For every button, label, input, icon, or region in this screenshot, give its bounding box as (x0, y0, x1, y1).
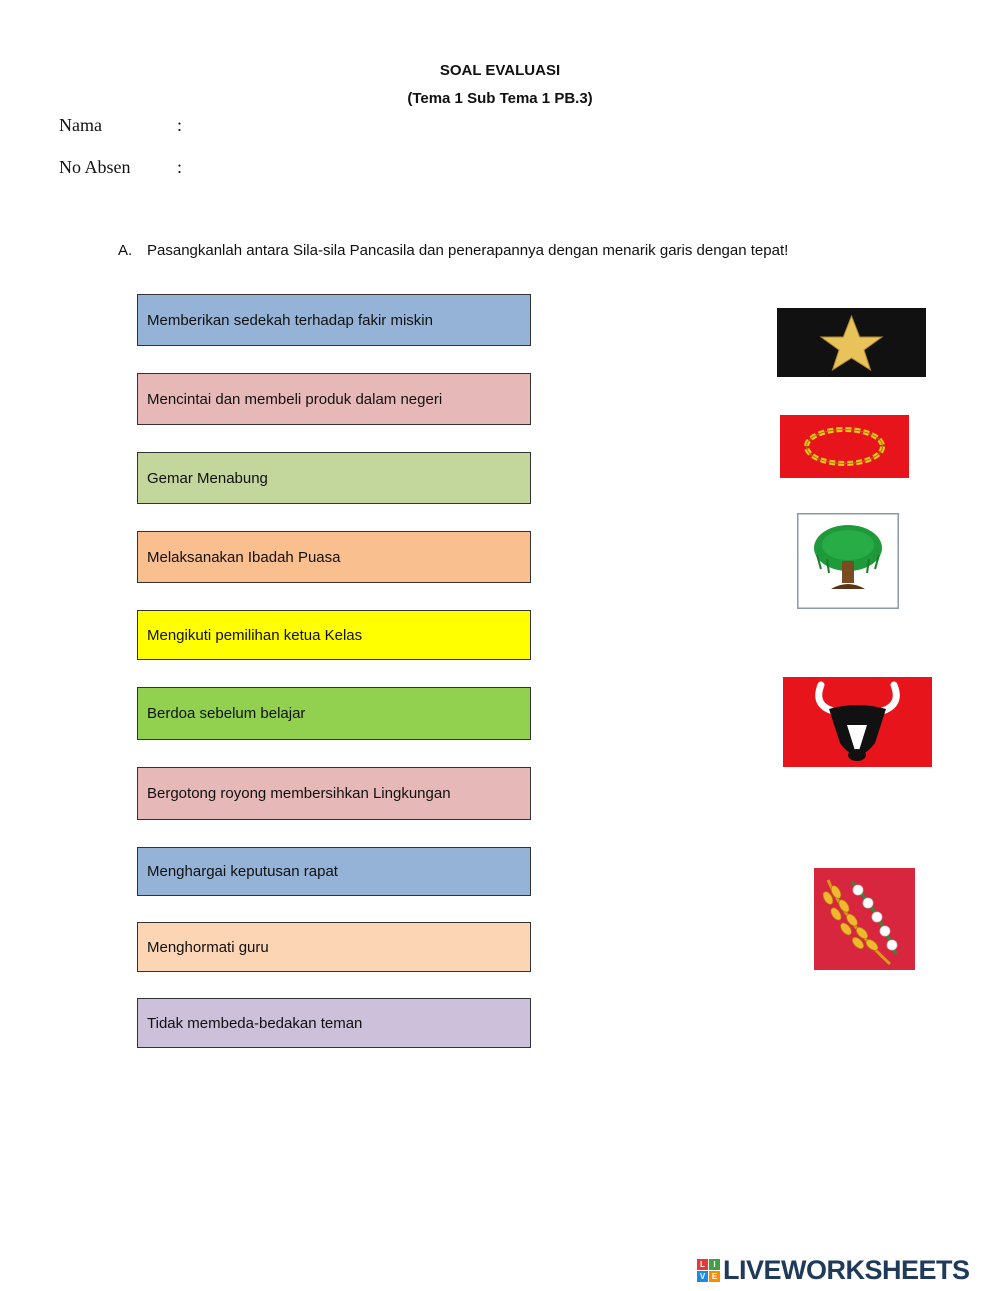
statement-box[interactable] (137, 998, 531, 1048)
statement-label: Memberikan sedekah terhadap fakir miskin (147, 311, 433, 329)
logo-tile: V (697, 1271, 708, 1282)
star-icon[interactable] (777, 308, 926, 377)
page-title: SOAL EVALUASI (439, 62, 561, 79)
statement-label: Menghormati guru (147, 938, 269, 956)
name-field[interactable] (59, 115, 183, 136)
logo-tile: E (709, 1271, 720, 1282)
statement-box[interactable] (137, 531, 531, 583)
statement-box[interactable] (137, 373, 531, 425)
instruction (118, 242, 788, 259)
statement-box[interactable] (137, 294, 531, 346)
liveworksheets-logo (697, 1255, 970, 1286)
logo-wordmark: LIVEWORKSHEETS (723, 1255, 970, 1285)
name-colon: : (177, 115, 183, 135)
absence-number-colon: : (177, 157, 183, 177)
instruction-number: A. (118, 242, 133, 259)
logo-tile: I (709, 1259, 720, 1270)
rice-cotton-icon[interactable] (814, 868, 915, 970)
statement-label: Melaksanakan Ibadah Puasa (147, 548, 341, 566)
statement-box[interactable] (137, 687, 531, 740)
instruction-text: Pasangkanlah antara Sila-sila Pancasila dan penerapannya dengan menarik garis dengan tepat! (147, 242, 789, 259)
page-subtitle: (Tema 1 Sub Tema 1 PB.3) (407, 90, 593, 107)
logo-tile: L (697, 1259, 708, 1270)
bull-head-icon[interactable] (783, 677, 932, 767)
statement-box[interactable] (137, 452, 531, 504)
absence-number-field[interactable] (59, 157, 183, 178)
statement-label: Mencintai dan membeli produk dalam negeri (147, 390, 443, 408)
statement-label: Berdoa sebelum belajar (147, 705, 306, 722)
chain-icon[interactable] (780, 415, 909, 478)
statement-box[interactable] (137, 610, 531, 660)
statement-label: Tidak membeda-bedakan teman (147, 1014, 363, 1032)
absence-number-label: No Absen (59, 157, 131, 177)
statement-label: Mengikuti pemilihan ketua Kelas (147, 626, 363, 644)
statement-label: Gemar Menabung (147, 469, 268, 487)
logo-tiles (697, 1259, 720, 1282)
banyan-tree-icon[interactable] (797, 513, 899, 609)
statement-box[interactable] (137, 847, 531, 896)
statement-label: Bergotong royong membersihkan Lingkungan (147, 785, 451, 802)
name-label: Nama (59, 115, 102, 135)
statement-label: Menghargai keputusan rapat (147, 863, 338, 880)
statement-box[interactable] (137, 922, 531, 972)
statement-box[interactable] (137, 767, 531, 820)
